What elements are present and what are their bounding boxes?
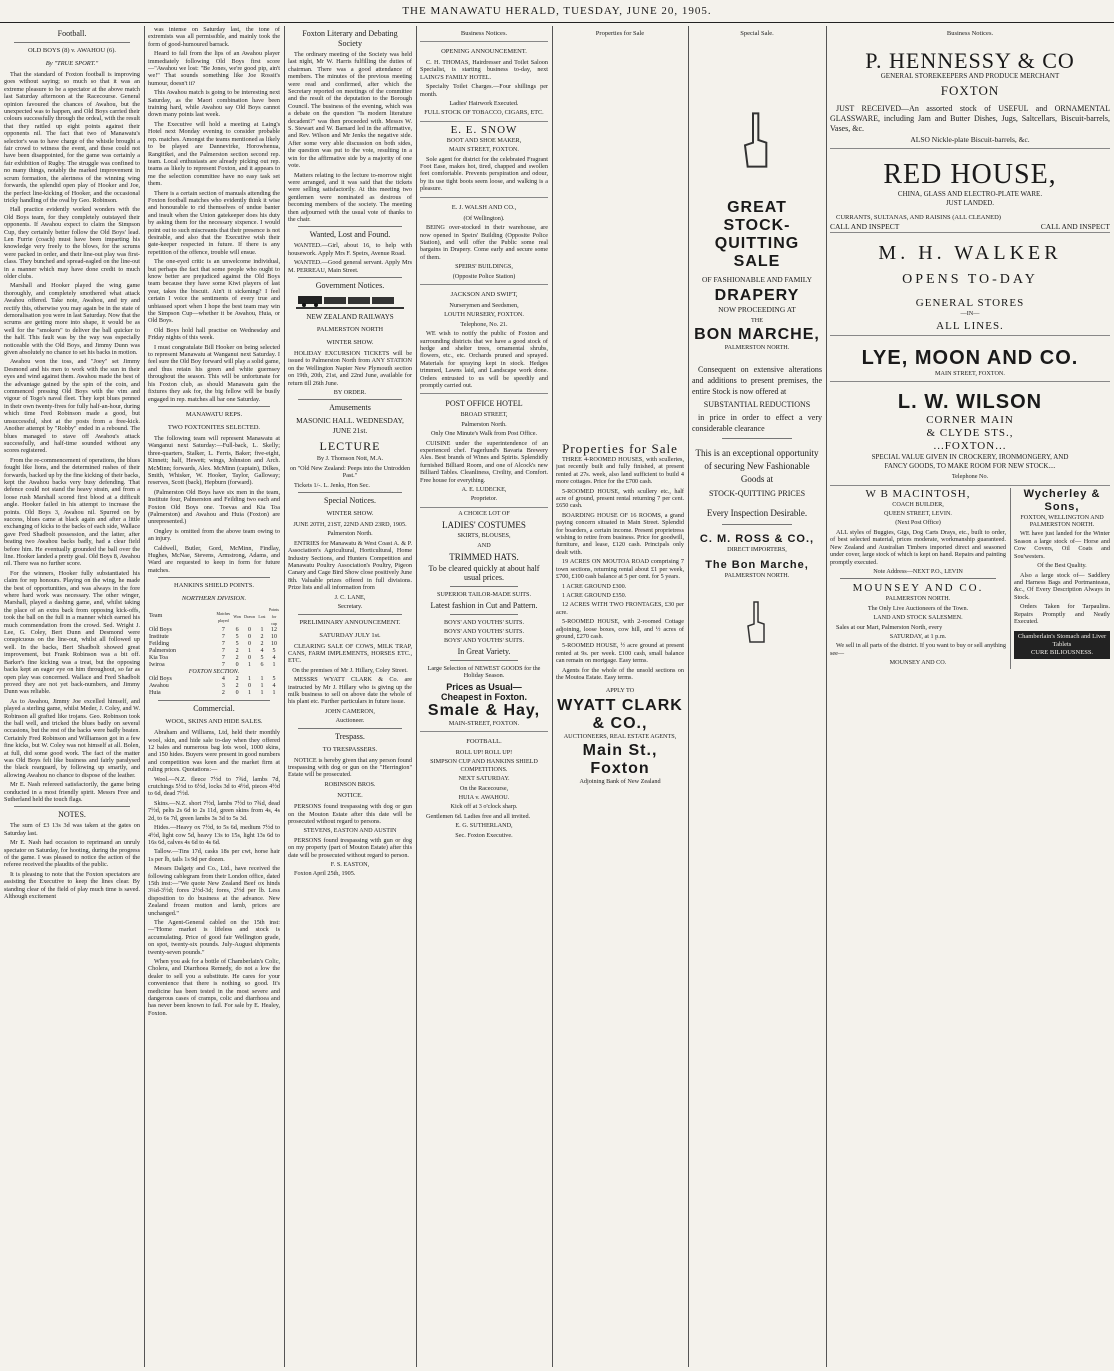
- fashionable: OF FASHIONABLE AND FAMILY: [701, 275, 813, 284]
- column-special-sale: [692, 26, 822, 1367]
- direct-importers: DIRECT IMPORTERS,: [727, 545, 787, 553]
- wilson-corner: CORNER MAIN: [926, 414, 1014, 427]
- ad-body: Proprietor.: [470, 495, 498, 503]
- opening-heading: OPENING ANNOUNCEMENT.: [441, 48, 527, 55]
- table-row: Huia 2 0 1 1 1: [149, 690, 276, 697]
- snow-name: E. E. SNOW: [450, 123, 518, 136]
- smale-hay: Smale & Hay,: [427, 701, 541, 719]
- table-header-row: [148, 606, 280, 627]
- chamberlain-cure: CURE BILIOUSNESS.: [1030, 649, 1094, 657]
- chamberlain-name: Chamberlain's Stomach and Liver Tablets: [1017, 633, 1107, 649]
- ad-body: To be cleared quickly at about half usual prices.: [428, 564, 540, 583]
- general-stores: GENERAL STORES: [915, 297, 1025, 310]
- article-paragraph: Ongley is omitted from the above team owing to an injury.: [148, 527, 280, 543]
- china-glass: CHINA, GLASS AND ELECTRO-PLATE WARE.: [897, 189, 1043, 198]
- section-heading: Football.: [57, 29, 87, 38]
- article-paragraph: The Executive will hold a meeting at Laing's Hotel next Monday evening to consider probable rep. matches. Amongst the teams mentioned as likely to be played are Dannevirke, Horowhenua, Rangitikei, and the Palmerston section second rep. team. Local enthusiasts are already picking out rep. teams as likely to represent Foxton, and it appears to me the selection committee have no easy task set them.: [148, 120, 280, 188]
- property-item: 1 ACRE GROUND £300.: [562, 582, 627, 590]
- winter-place: Palmerston North.: [327, 530, 373, 538]
- article-paragraph: Wool.—N.Z. fleece 7½d to 7¾d, lambs 7d, crutchings 5½d to 6½d, locks 3d to 4½d, pieces 4½d to 6d, dead 7½d.: [148, 775, 280, 798]
- left-ads: [830, 488, 1006, 669]
- bon-marche-2: The Bon Marche,: [705, 559, 809, 572]
- ad-body: (Opposite Police Station): [452, 272, 516, 280]
- winter-sign: J. C. LANE,: [334, 593, 366, 601]
- mounsey-name: MOUNSEY AND CO.: [852, 582, 984, 595]
- article-paragraph: Matters relating to the lecture to-morrow night were arranged, and it was said that the tickets were selling satisfactorily. At this meeting two gentlemen were nominated as desirous of becoming members of the society. The meeting then adjourned with the usual vote of thanks to the chair.: [288, 171, 412, 223]
- ad-body: Large Selection of NEWEST GOODS for the Holiday Season.: [427, 664, 541, 680]
- macintosh-body: ALL styles of Buggies, Gigs, Dog Carts Drays, etc., built to order, of best selected material, prices moderate, workmanship guaranteed. New Zealand and Australian Timbers imported direct and seasoned under cover, large stock of which is kept on hand. Repairs and painting promptly executed.: [830, 528, 1006, 566]
- table-row: Old Boys 7 6 0 1 12: [149, 627, 277, 634]
- winter-dates: JUNE 20TH, 21ST, 22ND AND 23RD, 1905.: [293, 521, 407, 529]
- opportunity: This is an exceptional opportunity of securing New Fashionable Goods at: [695, 447, 819, 484]
- column-rule: [688, 26, 689, 1367]
- property-item: 12 ACRES WITH TWO FRONTAGES, £30 per acre.: [556, 601, 684, 616]
- notice-sign: F. S. EASTON,: [330, 861, 370, 869]
- snow-trade: BOOT AND SHOE MAKER,: [446, 136, 522, 144]
- article-paragraph: I must congratulate Bill Hooker on being selected to represent Manawatu at Wanganui next Saturday. I feel sure the Old Boy forward will play a solid game, and thus retain his green and white guernsey throughout the season. This will be unfortunate for his Foxton club, as should Manawatu gain the fixtures they ask for, the big fellow will be busily engaged in rep. matches all bar one Saturday.: [148, 343, 280, 403]
- wycherley-body: WE have just landed for the Winter Season a large stock of— Horse and Cow Covers, Oil Coats and Sou'westers.: [1014, 530, 1110, 560]
- sale: SALE: [733, 253, 781, 270]
- notice-body: PERSONS found trespassing with dog or gun on the Mouton Estate after this date will be prosecuted without regard to persons.: [288, 803, 412, 825]
- ad-body: Palmerston North.: [461, 420, 507, 428]
- ad-body: AND: [477, 541, 491, 549]
- section-heading: Special Sale.: [740, 30, 774, 37]
- ad-body: LOUTH NURSERY, FOXTON.: [444, 311, 524, 319]
- article-paragraph: was intense on Saturday last, the tone of extremists was all permissible, and mainly took the form of good-humoured barrack.: [148, 26, 280, 48]
- ad-body: E. G. SUTHERLAND,: [455, 822, 513, 830]
- prelim-sign2: Auctioneer.: [335, 717, 365, 725]
- table-row: Old Boys 4 2 1 1 5: [149, 676, 276, 683]
- inspection: Every Inspection Desirable.: [706, 507, 808, 518]
- ad-body: SUPERIOR TAILOR-MADE SUITS.: [436, 591, 532, 599]
- wyatt-trade: AUCTIONEERS, REAL ESTATE AGENTS,: [563, 732, 677, 740]
- table-header: Won: [233, 614, 241, 620]
- pointing-hand-icon: [737, 109, 777, 179]
- ad-body: Nurserymen and Seedsmen,: [449, 301, 519, 309]
- ad-body: MAIN-STREET, FOXTON.: [448, 719, 520, 727]
- property-item: BOARDING HOUSE OF 16 ROOMS, a grand paying concern situated in Main Street. Splendid for boarders, a certain income. Present proprietress wishing to retire from business. Price for goodwill, furniture, and lease, £120 cash. Principals only dealt with.: [556, 511, 684, 556]
- football-heading: FOOTBALL.: [466, 737, 502, 745]
- column-rule: [284, 26, 285, 1367]
- lye-moon: LYE, MOON AND CO.: [861, 346, 1079, 369]
- article-paragraph: Heard to fall from the lips of an Awahou player immediately following Old Boys first score—"Awahou we lost: "Be Jones, we're good pip, ain't we!" That sounds something like Joe Rossit's humour, doesn't it?: [148, 50, 280, 87]
- wycherley-name: Wycherley & Sons,: [1023, 487, 1101, 513]
- note-paragraph: It is pleasing to note that the Foxton spectators are assisting the Executive to keep the lines clear. By standing clear of the field of play much time is saved. Although excitement: [4, 870, 140, 901]
- proceeding: NOW PROCEEDING AT: [718, 305, 796, 314]
- chamberlain-ad: [1014, 631, 1110, 659]
- drapery: DRAPERY: [714, 287, 800, 304]
- stock-quitting-prices: STOCK-QUITTING PRICES: [708, 488, 806, 498]
- railways-sub: PALMERSTON NORTH: [316, 325, 384, 333]
- column-properties: [556, 26, 684, 1367]
- ad-body: BROAD STREET,: [460, 411, 508, 419]
- ad-body: Ladies' Hairwork Executed.: [449, 100, 519, 108]
- adjoining: Adjoining Bank of New Zealand: [579, 778, 661, 786]
- hennessy-trade: GENERAL STOREKEEPERS AND PRODUCE MERCHANT: [880, 72, 1060, 80]
- blank-space: [556, 41, 684, 441]
- walsh-sub: (Of Wellington).: [463, 214, 505, 222]
- ad-body: BEING over-stocked in their warehouse, are now opened in Speirs' Building (Opposite Police Station), and will offer the Public some real bargains in Drapery. Come early and secure some of them.: [420, 224, 548, 261]
- call-inspect-row: [830, 223, 1110, 230]
- special-heading: Special Notices.: [324, 496, 376, 506]
- prelim-heading: PRELIMINARY ANNOUNCEMENT.: [299, 618, 401, 626]
- article-paragraph: Skins.—N.Z. short 7½d, lambs 7½d to 7¾d, dead 7½d, pelts 2s 6d to 2s 11d, green skins from 4s, 4s 2d, to 6s 7d, green lambs 3s 3d to 5s 3d.: [148, 799, 280, 822]
- article-paragraph: Abraham and Williams, Ltd, held their monthly wool, skin, and hide sale to-day when they offered 12 bales and numerous bag lots wool, 1000 skins, and 150 hides. Buyers were present in good numbers and competition was keen and the market firm at ruling prices. Quotations:—: [148, 729, 280, 774]
- masonic-hall: MASONIC HALL. WEDNESDAY, JUNE 21st.: [296, 416, 404, 436]
- prelim-date: SATURDAY JULY 1st.: [319, 631, 381, 639]
- article-paragraph: There is a certain section of manuals attending the Foxton football matches who evidently think it wise and honourable to rid themselves of undue banter and insult when the Union gatekeeper does his duty by asking them for the necessary sixpence. I would point out to such miscreants that their presence is not desirable, and also that the Executive wish their gate-keeper respected in future. If there is any repetition of the offence, trouble will ensue.: [148, 189, 280, 256]
- walsh-name: E. J. WALSH AND CO.,: [451, 203, 517, 211]
- just-landed: JUST LANDED.: [945, 199, 995, 208]
- ad-body: A CHOICE LOT OF: [458, 509, 510, 517]
- snow-address: MAIN STREET, FOXTON.: [449, 146, 519, 154]
- ad-body: SPEIRS' BUILDINGS,: [455, 263, 513, 271]
- property-item: 5-ROOMED HOUSE, ½ acre ground at present rented at 9s. per week. £100 cash, small balance can remain on mortgage. Easy terms.: [556, 642, 684, 665]
- railways-order: BY ORDER.: [333, 389, 367, 396]
- wanted-heading: Wanted, Lost and Found.: [309, 230, 391, 240]
- ad-body: CUISINE under the superintendence of an experienced chef. Fagerlund's Bavaria Brewery Ales. Best brands of Wines and Spirits. Splendidly furnished Billiard Room, and one of Alcock's new Billiard Tables. Cleanliness, Civility, and Comfort. Free house for everything.: [420, 439, 548, 484]
- hennessy-nickle: ALSO Nickle-plate Biscuit-barrels, &c.: [910, 135, 1030, 145]
- property-item: 19 ACRES ON MOUTOA ROAD comprising 7 town sections, returning rental about £1 per week, £700, £100 cash balance at 5 per cent. for 5 years.: [556, 558, 684, 581]
- ad-body: A. E. LUDECKE,: [461, 486, 507, 494]
- table-header: Points for cup: [268, 607, 279, 627]
- lecture-on: on "Old New Zealand: Peeps into the Untrodden Past.": [289, 464, 411, 480]
- note-paragraph: Mr E. Nash had occasion to reprimand an unruly spectator on Saturday, for hooting, during the progress of the game. I was pleased to notice the action of the referee received the plaudits of the public.: [4, 839, 140, 869]
- article-paragraph: Mr E. Nash refereed satisfactorily, the game being conducted in a most friendly spirit. Messrs Free and Sutherland held the touch flags.: [4, 781, 140, 803]
- hankins-heading: HANKINS SHIELD POINTS.: [174, 582, 254, 590]
- winter-sign2: Secretary.: [337, 603, 363, 611]
- macintosh-address: Note Address—NEXT P.O., LEVIN: [873, 567, 963, 575]
- amusements-heading: Amusements: [329, 403, 371, 413]
- commercial-subheading: WOOL, SKINS AND HIDE SALES.: [165, 718, 263, 726]
- hankins-north-heading: NORTHERN DIVISION.: [181, 595, 247, 603]
- article-paragraph: The following team will represent Manawatu at Wanganui next Saturday:—Full-back, L. Skelly; three-quarters, Stalker, L. Ferris, Baker; five-eight, Kinnett; half, Hewett; wings, Johnston and Arch. McMinn; forwards, Alex. McMinn (captain), Dilkes, Smith, Whisker, W. Hooker, Taylor, Galloway; reserves, Scott (back), Hepburn (forward).: [148, 434, 280, 487]
- mounsey-body: The Only Live Auctioneers of the Town.: [867, 604, 969, 612]
- article-paragraph: As to Awahou, Jimmy Joe excelled himself, and played a sterling game, whilst Meder, J. Coley, and W. Robinson all grafted like trojans. Geo. Robinson took the ball well, and tricked the blues badly on several occasions, but the rest of the backs were badly beaten. Certainly Fred Robinson and Williamson got in a few fine kicks, but W. Coley was not himself at all. Bolen, at full, did some good work. The fact of the matter was Old Boys felt like business and fairly paralysed the black rearguard, by following up smartly, and allowing Awahou no chance to dispose of the leather.: [4, 697, 140, 779]
- costumes: LADIES' COSTUMES: [442, 520, 526, 531]
- currants: CURRANTS, SULTANAS, AND RAISINS (ALL CLEANED): [836, 213, 1001, 221]
- ad-body: NEXT SATURDAY.: [458, 775, 510, 783]
- ad-body: C. H. THOMAS, Hairdresser and Toilet Saloon Specialist, is starting business to-day, next LAING'S FAMILY HOTEL.: [420, 59, 548, 81]
- wanted-ad: WANTED.—Good general servant. Apply Mrs M. PERREAU, Main Street.: [288, 259, 412, 274]
- call-inspect: CALL AND INSPECT: [830, 222, 900, 232]
- ross-co: C. M. ROSS & CO.,: [699, 532, 815, 545]
- society-heading-line2: Society: [338, 39, 362, 48]
- cheapest: Cheapest in Foxton.: [440, 691, 527, 702]
- column-rule: [552, 26, 553, 1367]
- wycherley-repairs: Orders Taken for Tarpaulins. Repairs Promptly and Neatly Executed.: [1014, 603, 1110, 625]
- wilson-corner: ...FOXTON...: [933, 440, 1007, 453]
- table-row: Palmerston 7 2 1 4 5: [149, 648, 276, 655]
- mounsey-sign: MOUNSEY AND CO.: [889, 659, 947, 667]
- notice-sign: STEVENS, EASTON AND AUSTIN: [303, 827, 397, 835]
- column-business-notices-2: [830, 26, 1110, 1367]
- apply-to: APPLY TO: [605, 687, 635, 695]
- ad-body: In Great Variety.: [457, 646, 511, 656]
- table-row: Feilding 7 5 0 2 10: [149, 641, 277, 648]
- the: THE: [750, 317, 764, 324]
- stock-quitting: STOCK-QUITTING: [714, 217, 800, 252]
- article-paragraph: Tallow.—Tins 17d, casks 18s per cwt, horse hair 1s per lb, tails 1s 9d per dozen.: [148, 848, 280, 863]
- ad-body: Gentlemen 6d. Ladies free and all invited.: [426, 812, 531, 820]
- lecture-tickets: Tickets 1/-. L. Jenks, Hon Sec.: [294, 481, 370, 489]
- table-header: Drawn: [244, 614, 255, 620]
- prelim-sign: JOHN CAMERON,: [325, 707, 375, 715]
- railways-sub: WINTER SHOW.: [326, 338, 374, 346]
- section-heading: Properties for Sale: [595, 30, 645, 37]
- all-lines: ALL LINES.: [936, 319, 1004, 332]
- jackson-name: JACKSON AND SWIFT,: [450, 290, 518, 298]
- mounsey-sell: We sell in all parts of the district. If you want to buy or sell anything see—: [830, 642, 1006, 657]
- bon-marche: BON MARCHE,: [694, 326, 820, 344]
- article-paragraph: Hides.—Heavy ox 7½d, to 5s 6d, medium 7½d to 4½d, light cow 5d, heavy 13s to 15s, light 13s 6d to 16s 6d, calves 4s 6d to 4s 6d.: [148, 824, 280, 846]
- ad-body: Sole agent for district for the celebrated Fragrant Foot Ease, makes hot, tired, chapped and swollen feet comfortable. Prevents perspiration and odour, by its use tight boots seem loose, and walking is a pleasure.: [420, 155, 548, 193]
- wycherley-body: Also a large stock of— Saddlery and Harness Bags and Portmanteaus, &c., Of Every Description Always in Stock.: [1014, 571, 1110, 601]
- article-paragraph: That the standard of Foxton football is improving goes without saying; so much so that it was an extreme pleasure to be a spectator at the above match last Saturday afternoon at the Racecourse. General opinion favoured the chances of Awahou, but the unexpected was to happen, and Old Boys carried their colours successfully through the ordeal, with the result that they rattled up eight points against their opponents nil. The fact that two of Manawatu's selector's was to have charge of the whistle brought a fair crowd to witness the event, and these could not have been disappointed, for the game was certainly a fair exhibition of Rugby. The struggle was confined to no many things, notably the marked improvement in scrum formation, the alertness of the winning wing forwards, the splendid open play of Hooker and Joe, the perfect line-kicking of Hooker, and the occasional tricky handling of the oval by Geo. Robinson.: [4, 71, 140, 204]
- lye-address: MAIN STREET, FOXTON.: [935, 369, 1005, 377]
- trespass-body: NOTICE is hereby given that any person found trespassing with dog or gun on the "Herrington" Estate will be prosecuted.: [288, 756, 412, 779]
- ad-body: Latest fashion in Cut and Pattern.: [430, 600, 538, 610]
- wyatt-clark-co: & CO.,: [592, 714, 648, 732]
- mounsey-town: PALMERSTON NORTH.: [885, 595, 951, 603]
- table-row: Iwiroa 7 0 1 6 1: [149, 662, 276, 669]
- property-item: 1 ACRE GROUND £350.: [562, 591, 627, 599]
- opens-today: OPENS TO-DAY: [902, 272, 1038, 288]
- article-paragraph: The one-eyed critic is an unwelcome individual, but perhaps the fact that some people who ought to know better are prejudiced against the Old Boys team because they have some Kiwi players of last year, takes the biscuit. Ain't it sickening? I feel certain I voice the sentiments of every true and unbiassed sport when I hope the best team may win the Simpson Cup—whether it be Awahou, Huia, or Old Boys.: [148, 258, 280, 325]
- lecture-by: By J. Thomson Nott, M.A.: [316, 455, 384, 463]
- wyatt-clark: WYATT CLARK: [557, 696, 683, 714]
- ad-body: SKIRTS, BLOUSES,: [457, 532, 511, 540]
- notice-title: NOTICE.: [337, 792, 363, 800]
- property-item: 5-ROOMED HOUSE, with 2-roomed Cottage adjoining, loose boxes, cow hill, and ½ acres of ground, £270 cash.: [556, 618, 684, 640]
- walker-name: M. H. WALKER: [878, 242, 1062, 265]
- column-business-notices: [420, 26, 548, 1367]
- trimmed-hats: TRIMMED HATS.: [449, 552, 519, 563]
- section-heading: Business Notices.: [460, 30, 508, 37]
- ad-body: BOYS' AND YOUTHS' SUITS.: [443, 618, 525, 626]
- wanted-ad: WANTED.—Girl, about 16, to help with housework. Apply Mrs F. Speirs, Avenue Road.: [288, 242, 412, 257]
- mounsey-saturday: SATURDAY, at 1 p.m.: [889, 632, 947, 640]
- wilson-tel: Telephone No.: [951, 473, 989, 481]
- column-rule: [144, 26, 145, 1367]
- winter-show: WINTER SHOW.: [326, 510, 374, 518]
- table-header: Team: [149, 613, 163, 620]
- column-society-notices: [288, 26, 412, 1367]
- palmerston-2: PALMERSTON NORTH.: [724, 572, 790, 580]
- ad-body: On the Racecourse,: [459, 784, 509, 792]
- macintosh-trade: COACH BUILDER,: [892, 500, 944, 508]
- macintosh-street: QUEEN STREET, LEVIN.: [884, 510, 952, 518]
- byline: By "TRUE SPORT.": [45, 60, 99, 67]
- ad-body: SIMPSON CUP AND HANKINS SHIELD COMPETITIONS.: [430, 758, 538, 773]
- table-header: Lost: [258, 614, 266, 620]
- article-paragraph: For the winners, Hooker fully substantiated his claim for rep honours. Playing on the wing, he made the best of opportunities, and was always in the fore where hard work was necessary. The other winger, Marshall, played a dashing game, and, whilst taking the place of an extra back from opposing kick-offs, took the ball on the full in a manner which earned his much commendation from the crowd. Sed. Wright J. Lee, G. Coley, Bert Dunn and Desmond were conspicuous on the line-out, whilst all followed up well. In the backs, Bert Shadbolt showed great improvement, but Frank Robinson was a bit off. Barker's fine kicking was a treat, but the opposing backs kept an eager eye on him throughout, so far as open play was concerned. Wallace and Fred Shadbolt proved they are not yet back-numbers, and Jimmy Dunn was reliable.: [4, 569, 140, 696]
- ad-body: Sec. Foxton Executive.: [455, 831, 513, 839]
- ad-body: Kick off at 3 o'clock sharp.: [450, 803, 518, 811]
- article-paragraph: Old Boys hold hall practise on Wednesday and Friday nights of this week.: [148, 326, 280, 342]
- masthead: THE MANAWATU HERALD, TUESDAY, JUNE 20, 1905.: [0, 0, 1114, 23]
- in: —IN—: [960, 310, 980, 318]
- hennessy-town: FOXTON: [940, 83, 1000, 99]
- hankins-table: [148, 606, 280, 697]
- call-inspect: CALL AND INSPECT: [1040, 222, 1110, 232]
- commercial-heading: Commercial.: [193, 704, 235, 714]
- ad-body: FULL STOCK OF TOBACCO, CIGARS, ETC.: [424, 109, 544, 117]
- hennessy-name: P. HENNESSY & CO: [865, 48, 1075, 73]
- winter-body: ENTRIES for Manawatu & West Coast A. & P. Association's Agricultural, Horticultural, Home Industry Sections, and Hunters Competition and Manawatu Poultry Association's Poultry, Pigeon Canary and Cage Bird Show close positively June 8th. Valuable prizes offered in full divisions. Prize lists and all information from: [288, 539, 412, 592]
- section-heading: Business Notices.: [946, 30, 994, 37]
- ad-body: BOYS' AND YOUTHS' SUITS.: [443, 637, 525, 645]
- column-rule: [416, 26, 417, 1367]
- prelim-body: CLEARING SALE OF COWS, MILK TRAP, CANS, FARM IMPLEMENTS, HORSES ETC., ETC.: [288, 642, 412, 665]
- article-paragraph: From the re-commencement of operations, the blues fought like lions, and the determined rushes of their forwards, backed up by the fine kicking of their backs, kept the Awahou backs very busy defending. That defence could not stand the heavy strain, and from a loose rush Marshall scored first blood at a difficult angle. Hooker failed in his attempt to increase the points. Old Boys 3, Awahou nil. Spurred on by success, blues came at black again and after a little exchanging of kicks to the backs of each side, Wallace gave Fred Shadbolt possession, and the latter, after beating two Awahou backs badly, had a clear field before him. He eventually grounded the ball over the line. Hooker landed a pretty goal. Old Boys 8, Awahou nil. There was no further score.: [4, 456, 140, 568]
- ad-body: HUIA v. AWAHOU.: [458, 793, 510, 801]
- reps-subheading: TWO FOXTONITES SELECTED.: [167, 423, 261, 431]
- table-row: Kia Toa 7 2 0 5 4: [149, 655, 276, 662]
- column-football: [4, 26, 140, 1367]
- wilson-name: L. W. WILSON: [897, 391, 1043, 414]
- mounsey-sales: Sales at our Mart, Palmerston North, every: [836, 623, 943, 631]
- article-paragraph: The Agent-General cabled on the 15th inst:—"Home market is lifeless and stock is accumulating. Price of good fair Wellington grade, on spot, twenty-six pounds. July-August shipments twenty-seven pounds.": [148, 918, 280, 956]
- ad-body: WE wish to notify the public of Foxton and surrounding districts that we have a good stock of hedge and shelter trees, ornamental shrubs, flowers, etc., etc. Orchards pruned and sprayed. Materials for spraying kept in stock. Hedges trimmed, Lawns laid, and Landscape work done. Orders entrusted to us will be speedily and promptly carried out.: [420, 330, 548, 389]
- pointing-hand-up-icon: [742, 600, 772, 650]
- table-row: Awahou 3 2 0 1 4: [149, 683, 276, 690]
- wilson-corner: & CLYDE STS.,: [926, 427, 1014, 440]
- lecture-title: LECTURE: [319, 439, 381, 454]
- railways-title: NEW ZEALAND RAILWAYS: [306, 312, 394, 321]
- palmerston: PALMERSTON NORTH.: [724, 344, 790, 352]
- ad-body: ROLL UP! ROLL UP!: [455, 748, 513, 756]
- hennessy-body: JUST RECEIVED—An assorted stock of USEFUL and ORNAMENTAL GLASSWARE, including Jam and Butter Dishes, Jugs, Saltcellars, Biscuit-barrels, Vases, &c.: [830, 104, 1110, 134]
- wilson-body: SPECIAL VALUE GIVEN IN CROCKERY, IRONMONGERY, AND FANCY GOODS, TO MAKE ROOM FOR NEW STOCK....: [871, 453, 1069, 471]
- prices-usual: Prices as Usual—: [446, 681, 522, 692]
- property-item: Agents for the whole of the unsold sections on the Moutoa Estate. Easy terms.: [556, 666, 684, 681]
- notice-body: PERSONS found trespassing with gun or dog on my property (part of Mouton Estate) after this date will be prosecuted without regard to person.: [288, 836, 412, 859]
- train-icon: [296, 293, 404, 309]
- society-heading: Foxton Literary and Debating: [302, 29, 398, 38]
- ad-body: Telephone, No. 21.: [460, 320, 508, 328]
- trespass-heading: Trespass.: [335, 731, 365, 741]
- ad-body: Specialty Toilet Charges.—Four shillings per month.: [420, 83, 548, 98]
- property-item: 5-ROOMED HOUSE, with scullery etc., half acre of ground, present rental returning 7 per cent. £650 cash.: [556, 487, 684, 510]
- article-paragraph: When you ask for a bottle of Chamberlain's Colic, Cholera, and Diarrhoea Remedy, do not a low the dealer to sell you a substitute. He cares for your convenience that there is nothing so good. It's medicine has been tested in the most severe and dangerous cases of cramps, colic and diarrhoea and has never been known to fail. For sale by E. Healey, Foxton.: [148, 958, 280, 1017]
- article-paragraph: Awahou won the toss, and "Joey" set Jimmy Desmond and his men to work with the sun in their eyes and wind against them. Awahou made the best of the advantage gained by the spin of the coin, and commenced pressing Old Boys with the vim and vigour of Togo's naval fleet. They kept blues penned in their own twenty-fives for fully half-an-hour, during which time Fred Robinson made a good, but unsuccessful, shot at the posts from a free-kick. Another attempt by "Robby" ended in a rebound. The blues managed to stave off Awahou's attack successfully, and half-time sounded without any scores registered.: [4, 358, 140, 455]
- table-header: Matches played: [216, 610, 231, 623]
- prelim-body2: MESSRS WYATT CLARK & Co. are instructed by Mr J. Hillary who is giving up the milk business to sell on above date the whole of his plant etc. Further particulars in future issue.: [288, 676, 412, 706]
- macintosh-po: (Next Post Office): [895, 519, 941, 527]
- note-paragraph: The sum of £3 13s 3d was taken at the gates on Saturday last.: [4, 822, 140, 837]
- match-title: OLD BOYS (8) v. AWAHOU (6).: [27, 47, 117, 54]
- sale-body: Consequent on extensive alterations and additions to present premises, the entire Stock is now offered at: [692, 364, 822, 396]
- prelim-place: On the premises of Mr J. Hillary, Coley Street.: [292, 666, 408, 674]
- article-paragraph: Messrs Dalgety and Co., Ltd., have received the following cablegram from their London office, dated 15th inst:—"We quote New Zealand Beef ox hinds 3¼d-3½d; fores 2½d-3d; fores, 2½d per lb. Less disposition to do business at the advance. New Zealand frozen mutton and lamb, prices are unchanged.": [148, 865, 280, 917]
- article-paragraph: Marshall and Hooker played the wing game thoroughly, and completely smothered what attack Awahou offered. Take note, Awahou, and try and rectify this, otherwise you may again be in the state of demoralisation you were in last Saturday. Now that the scrums are getting more into shape, it would be as well for the "smokers" to deliver the ball quicker to the half. This fault was by the way was especially noticeable with the Old Boys, and Jimmy Dunn was given absolutely no chance to set his backs in motion.: [4, 282, 140, 357]
- table-row: Institute 7 5 0 2 10: [149, 634, 277, 641]
- column-rule: [826, 26, 827, 1367]
- ad-body: BOYS' AND YOUTHS' SUITS.: [443, 627, 525, 635]
- article-paragraph: (Palmerston Old Boys have six men in the team, Institute four, Palmerston and Feilding two each and Foxton Old Boys one. Toevas and Kia Toa (Palmerston) and Awahou and Huia (Foxton) are unrepresented.): [148, 488, 280, 526]
- reps-heading: MANAWATU REPS.: [185, 410, 243, 418]
- article-paragraph: This Awahou match is going to be interesting next Saturday, as the Maori combination have been training hard, while Awahou say Old Boys cannot down many points last week.: [148, 89, 280, 119]
- red-house: RED HOUSE,: [883, 158, 1057, 190]
- ad-body: Only One Minute's Walk from Post Office.: [430, 430, 538, 438]
- wycherley-address: FOXTON, WELLINGTON AND PALMERSTON NORTH.: [1020, 513, 1104, 529]
- mounsey-land: LAND AND STOCK SALESMEN.: [873, 614, 963, 622]
- main-street: Main St., Foxton: [582, 742, 658, 778]
- macintosh-name: W B MACINTOSH,: [865, 487, 971, 500]
- great: GREAT: [727, 199, 787, 216]
- right-ads: [1010, 488, 1110, 669]
- property-item: THREE 4-ROOMED HOUSES, with sculleries, just recently built and fully finished, at present rented at 27s. week, also land sufficient to build 4 more cottages. Price for the £700 cash.: [556, 456, 684, 486]
- trespass-title: TO TRESPASSERS.: [322, 745, 378, 753]
- wycherley-quality: Of the Best Quality.: [1037, 562, 1087, 570]
- sale-body2: in price in order to effect a very considerable clearance: [692, 412, 822, 433]
- trespass-sign: ROBINSON BROS.: [324, 780, 376, 788]
- article-paragraph: Caldwell, Butler, Gord, McMinn, Findlay, Hughes, McNae, Stevens, Armstrong, Adams, and Ward are requested to keep in form for future matches.: [148, 544, 280, 574]
- substantial: SUBSTANTIAL REDUCTIONS: [703, 399, 811, 409]
- notice-date: Foxton April 25th, 1905.: [294, 870, 356, 878]
- foxton-section-heading: FOXTON SECTION.: [188, 669, 240, 676]
- government-heading: Government Notices.: [315, 280, 385, 290]
- article-paragraph: The ordinary meeting of the Society was held last night, Mr W. Harris fulfilling the duties of chairman. There was a good attendance of members. The minutes of the previous meeting were read and confirmed, after which the Secretary reported on meetings of the committee and the result of the deputation to the Borough Council. The business of the evening, which was a debate on the question "Is modern literature decadent?" was then proceeded with. Messrs W. S. Stewart and W. Barnard led in the affirmative, and Rev. Wilson and Mr Jenks the negative side. After some very able discussion on both sides, the question was put to the vote, resulting in a win for the affirmative side by a majority of one vote.: [288, 51, 412, 170]
- railways-body: HOLIDAY EXCURSION TICKETS will be issued to Palmerston North from ANY STATION on the Wellington Napier New Plymouth section on 19th, 20th, 21st, and 22nd June, available for return till 26th June.: [288, 349, 412, 387]
- post-office-hotel: POST OFFICE HOTEL: [445, 399, 523, 409]
- article-paragraph: Hall practice evidently worked wonders with the Old Boys team, for they completely outstayed their opponents. If Awahou expect to claim the Simpson Cup, they certainly better follow the Old Boys' lead. Len Furrie (coach) must have been imparting his knowledge very freely to the blows, for the scrums were packed in order, and their line-out play was first-class. They bunched and spread-eagled on the line-out in a manner which may have done credit to much older clubs.: [4, 206, 140, 280]
- notes-heading: NOTES.: [58, 810, 86, 820]
- properties-heading: Properties for Sale: [562, 441, 678, 456]
- column-football-continued: [148, 26, 280, 1367]
